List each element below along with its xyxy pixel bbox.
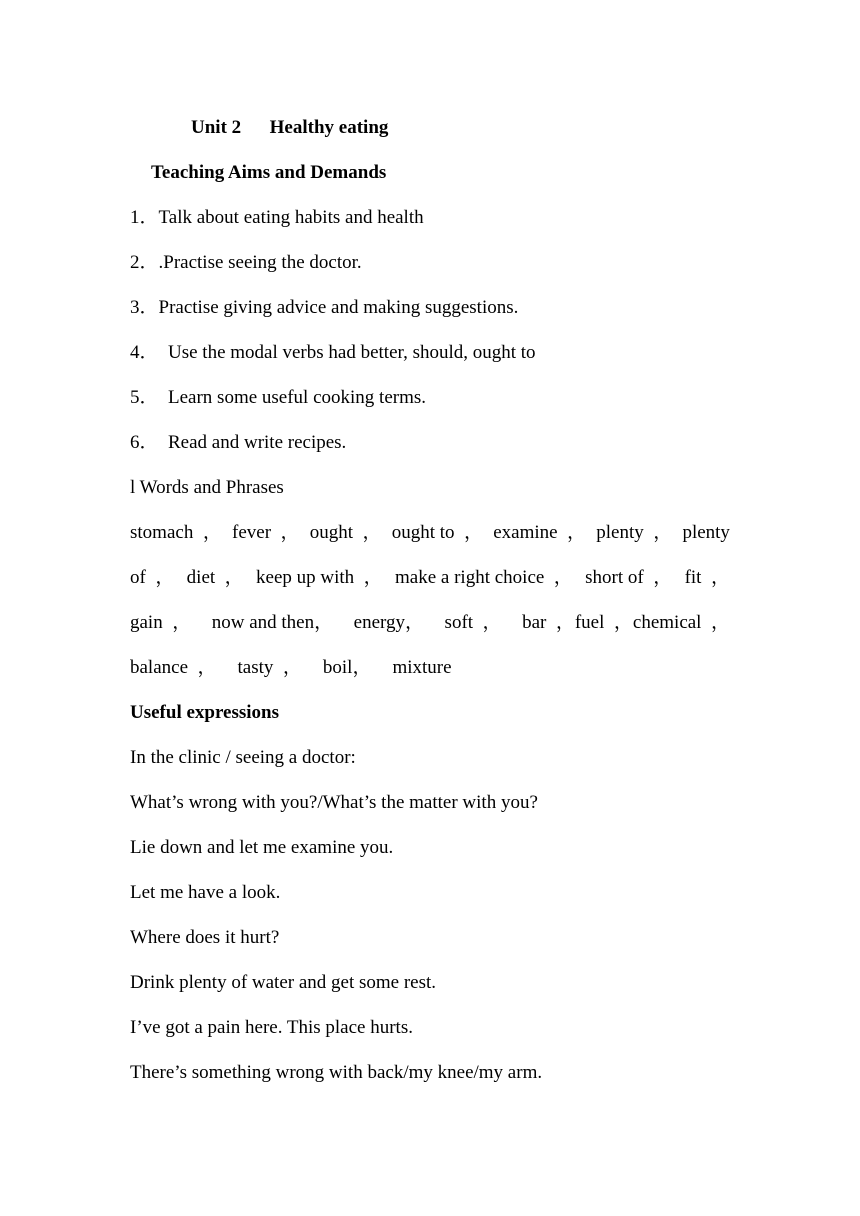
expression-line: Lie down and let me examine you. <box>130 837 394 858</box>
expression-line: In the clinic / seeing a doctor: <box>130 747 356 768</box>
word-item: examine ， <box>493 522 587 543</box>
word-item: gain ， <box>130 612 192 633</box>
word-item: mixture <box>392 657 452 678</box>
word-item: fit ， <box>684 567 730 588</box>
aim-item: 2．.Practise seeing the doctor. <box>130 252 362 273</box>
word-item: fever ， <box>232 522 300 543</box>
word-item: tasty ， <box>237 657 302 678</box>
word-item: ought to ， <box>391 522 484 543</box>
section-heading-aims: Teaching Aims and Demands <box>151 162 387 183</box>
expression-line: There’s something wrong with back/my knee/my arm. <box>130 1062 543 1083</box>
aim-item: 6． Read and write recipes. <box>130 432 347 453</box>
words-line <box>130 656 730 680</box>
aim-item: 4． Use the modal verbs had better, should, ought to <box>130 342 536 363</box>
expression-line: Where does it hurt? <box>130 927 280 948</box>
word-item: keep up with ， <box>256 567 383 588</box>
words-heading: l Words and Phrases <box>130 477 284 498</box>
words-line <box>130 611 730 635</box>
expression-line: What’s wrong with you?/What’s the matter with you? <box>130 792 538 813</box>
expression-line: Let me have a look. <box>130 882 281 903</box>
word-item: bar ，fuel ，chemical ， <box>522 612 730 633</box>
word-item: boil， <box>322 657 372 678</box>
useful-expressions-heading: Useful expressions <box>130 702 280 723</box>
aim-item: 5． Learn some useful cooking terms. <box>130 387 427 408</box>
words-line <box>130 566 730 590</box>
word-item: diet ， <box>186 567 244 588</box>
word-item: stomach ， <box>130 522 222 543</box>
word-item: energy， <box>353 612 425 633</box>
word-item: plenty ， <box>596 522 673 543</box>
aim-item: 1．Talk about eating habits and health <box>130 207 424 228</box>
word-item: balance ， <box>130 657 217 678</box>
word-item: now and then， <box>211 612 334 633</box>
expression-line: Drink plenty of water and get some rest. <box>130 972 437 993</box>
word-item: of ， <box>130 567 175 588</box>
word-item: plenty <box>682 522 730 543</box>
word-item: make a right choice ， <box>395 567 573 588</box>
word-item: soft ， <box>444 612 502 633</box>
aim-item: 3．Practise giving advice and making suggestions. <box>130 297 519 318</box>
expression-line: I’ve got a pain here. This place hurts. <box>130 1017 413 1038</box>
word-item: ought ， <box>309 522 382 543</box>
word-item: short of ， <box>585 567 673 588</box>
page-title: Unit 2 Healthy eating <box>191 117 389 138</box>
words-line <box>130 521 730 545</box>
